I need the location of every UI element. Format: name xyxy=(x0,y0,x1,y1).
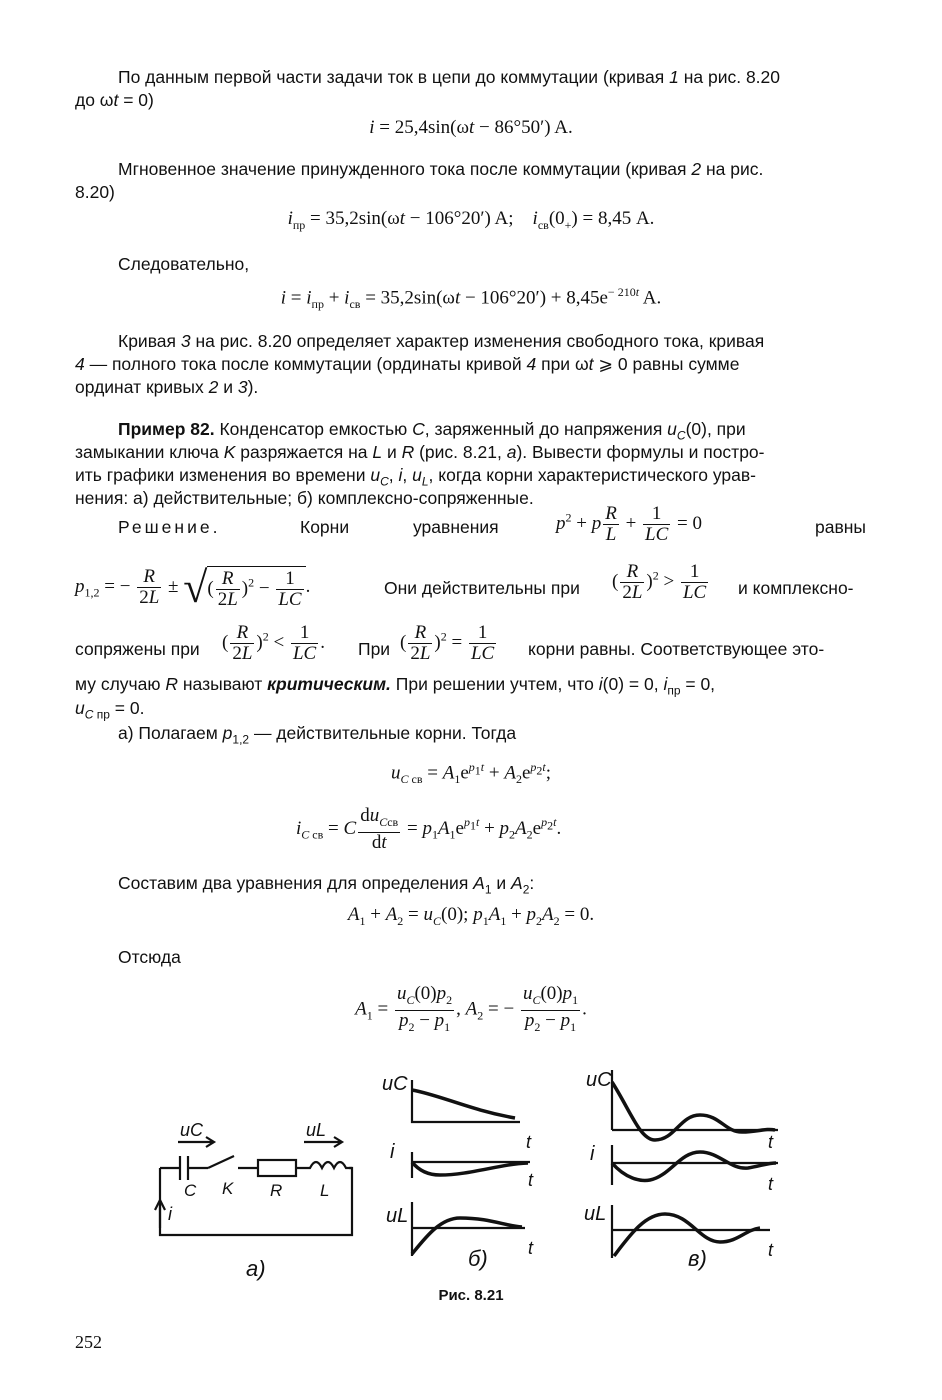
label-panel-v: в) xyxy=(688,1246,707,1271)
label-t: t xyxy=(768,1132,774,1152)
text-line: уравнения xyxy=(413,517,499,537)
text-line: а) Полагаем $p_{1,2}$ — действительные корни. Тогда xyxy=(118,723,517,747)
label-uc-v: uC xyxy=(586,1069,612,1091)
text-line: ить графики изменения во времени $u_C$, i, $u_L$, когда корни характеристического урав- xyxy=(75,465,757,489)
label-t: t xyxy=(768,1240,774,1260)
text-line: и комплексно- xyxy=(738,578,854,598)
condition-complex: ( $\frac{R}{2L}$ )$^2$ < $\frac{1}{LC}$ . xyxy=(222,622,325,664)
label-R: R xyxy=(270,1181,283,1200)
solution-heading: Решение. xyxy=(118,517,221,537)
graphs-oscillating xyxy=(612,1070,778,1258)
label-t: t xyxy=(528,1238,534,1258)
text-line: Кривая 3 на рис. 8.20 определяет характер изменения свободного тока, кривая xyxy=(118,331,765,351)
text-line: сопряжены при xyxy=(75,639,200,659)
text-line: Отсюда xyxy=(118,947,181,967)
text-line: Мгновенное значение принужденного тока после коммутации (кривая 2 на рис. xyxy=(118,159,764,179)
label-t: t xyxy=(768,1174,774,1194)
label-i-b: i xyxy=(390,1141,395,1163)
text-line: му случаю R называют критическим. При решении учтем, что i(0) = 0, $i_{пр} = 0$, xyxy=(75,674,716,698)
label-ul-v: uL xyxy=(584,1203,607,1225)
equation-1: i = 25,4sin(ωt − 86°50′) A. xyxy=(369,117,573,138)
text-line: Пример 82. Конденсатор емкостью C, заряженный до напряжения $u_C(0)$, при xyxy=(118,419,746,443)
figure-caption: Рис. 8.21 xyxy=(438,1287,504,1304)
equation-3: $i = i_{пр} + i_{св} = 35,2\sin(\omega t - 106^\circ 20') + 8,45e^{- 210t}$ A. xyxy=(280,285,662,312)
text-line: Корни xyxy=(300,517,350,537)
text-line: $u_{C пр} = 0$. xyxy=(75,698,145,722)
label-i-v: i xyxy=(590,1143,595,1165)
equation-5: $i_{C св} = C$ $\frac{du_{Cсв}}{dt}$ = $p_1A_1e^{p_1t} + p_2A_2e^{p_2t}$. xyxy=(296,805,562,853)
equation-6: $A_1 + A_2 = u_C(0)$; $p_1A_1 + p_2A_2 = 0$. xyxy=(347,904,595,928)
equation-4: $u_{C св} = A_1e^{p_1t} + A_2e^{p_2t}$; xyxy=(390,760,551,787)
label-ul: uL xyxy=(306,1120,327,1140)
text-line: ординат кривых 2 и 3). xyxy=(75,377,259,397)
characteristic-equation: $p^2 + p$ $\frac{R}{L}$ + $\frac{1}{LC}$ = 0 xyxy=(556,503,703,545)
label-ul-b: uL xyxy=(386,1205,409,1227)
label-K: K xyxy=(222,1179,234,1198)
text-line: до ωt = 0) xyxy=(75,90,154,110)
page-number: 252 xyxy=(75,1332,102,1352)
label-panel-a: a) xyxy=(246,1256,266,1281)
text-line: Следовательно, xyxy=(118,254,250,274)
label-t: t xyxy=(526,1132,532,1152)
roots-formula: $p_{1,2}$ = − $\frac{R}{2L}$ ± √( $\frac{R}{2L}$ )$^2$ − $\frac{1}{LC}$ . xyxy=(75,563,311,612)
text-line: Они действительны при xyxy=(384,578,580,598)
text-line: По данным первой части задачи ток в цепи до коммутации (кривая 1 на рис. 8.20 xyxy=(118,67,781,87)
text-line: 4 — полного тока после коммутации (ординаты кривой 4 при ωt ⩾ 0 равны сумме xyxy=(75,354,740,374)
equation-2: $i_{пр} = 35,2\sin(\omega t - 106^\circ 20')$ A; $i_{св}(0_+) = 8,45$ A. xyxy=(287,208,655,232)
label-uc: uC xyxy=(180,1120,204,1140)
text-line: При xyxy=(358,639,391,659)
text-line: замыкании ключа K разряжается на L и R (рис. 8.21, a). Вывести формулы и постро- xyxy=(75,442,765,462)
graphs-aperiodic xyxy=(412,1080,530,1256)
text-line: 8.20) xyxy=(75,182,115,202)
text-line: нения: а) действительные; б) комплексно-сопряженные. xyxy=(75,488,534,508)
text-line: корни равны. Соответствующее это- xyxy=(528,639,825,659)
equation-7: $A_1$ = $\frac{u_C(0)p_2}{p_2 - p_1}$ , $A_2$ = − $\frac{u_C(0)p_1}{p_2 - p_1}$ . xyxy=(355,983,587,1034)
label-C: C xyxy=(184,1181,197,1200)
label-i: i xyxy=(168,1204,172,1224)
label-uc-b: uC xyxy=(382,1073,408,1095)
label-panel-b: б) xyxy=(468,1246,488,1271)
text-line: равны xyxy=(815,517,867,537)
label-L: L xyxy=(320,1181,330,1200)
text-line: Составим два уравнения для определения $A_1$ и $A_2$: xyxy=(118,873,535,897)
condition-equal: ( $\frac{R}{2L}$ )$^2$ = $\frac{1}{LC}$ xyxy=(400,622,495,664)
label-t: t xyxy=(528,1170,534,1190)
condition-real: ( $\frac{R}{2L}$ )$^2$ > $\frac{1}{LC}$ xyxy=(612,561,707,603)
